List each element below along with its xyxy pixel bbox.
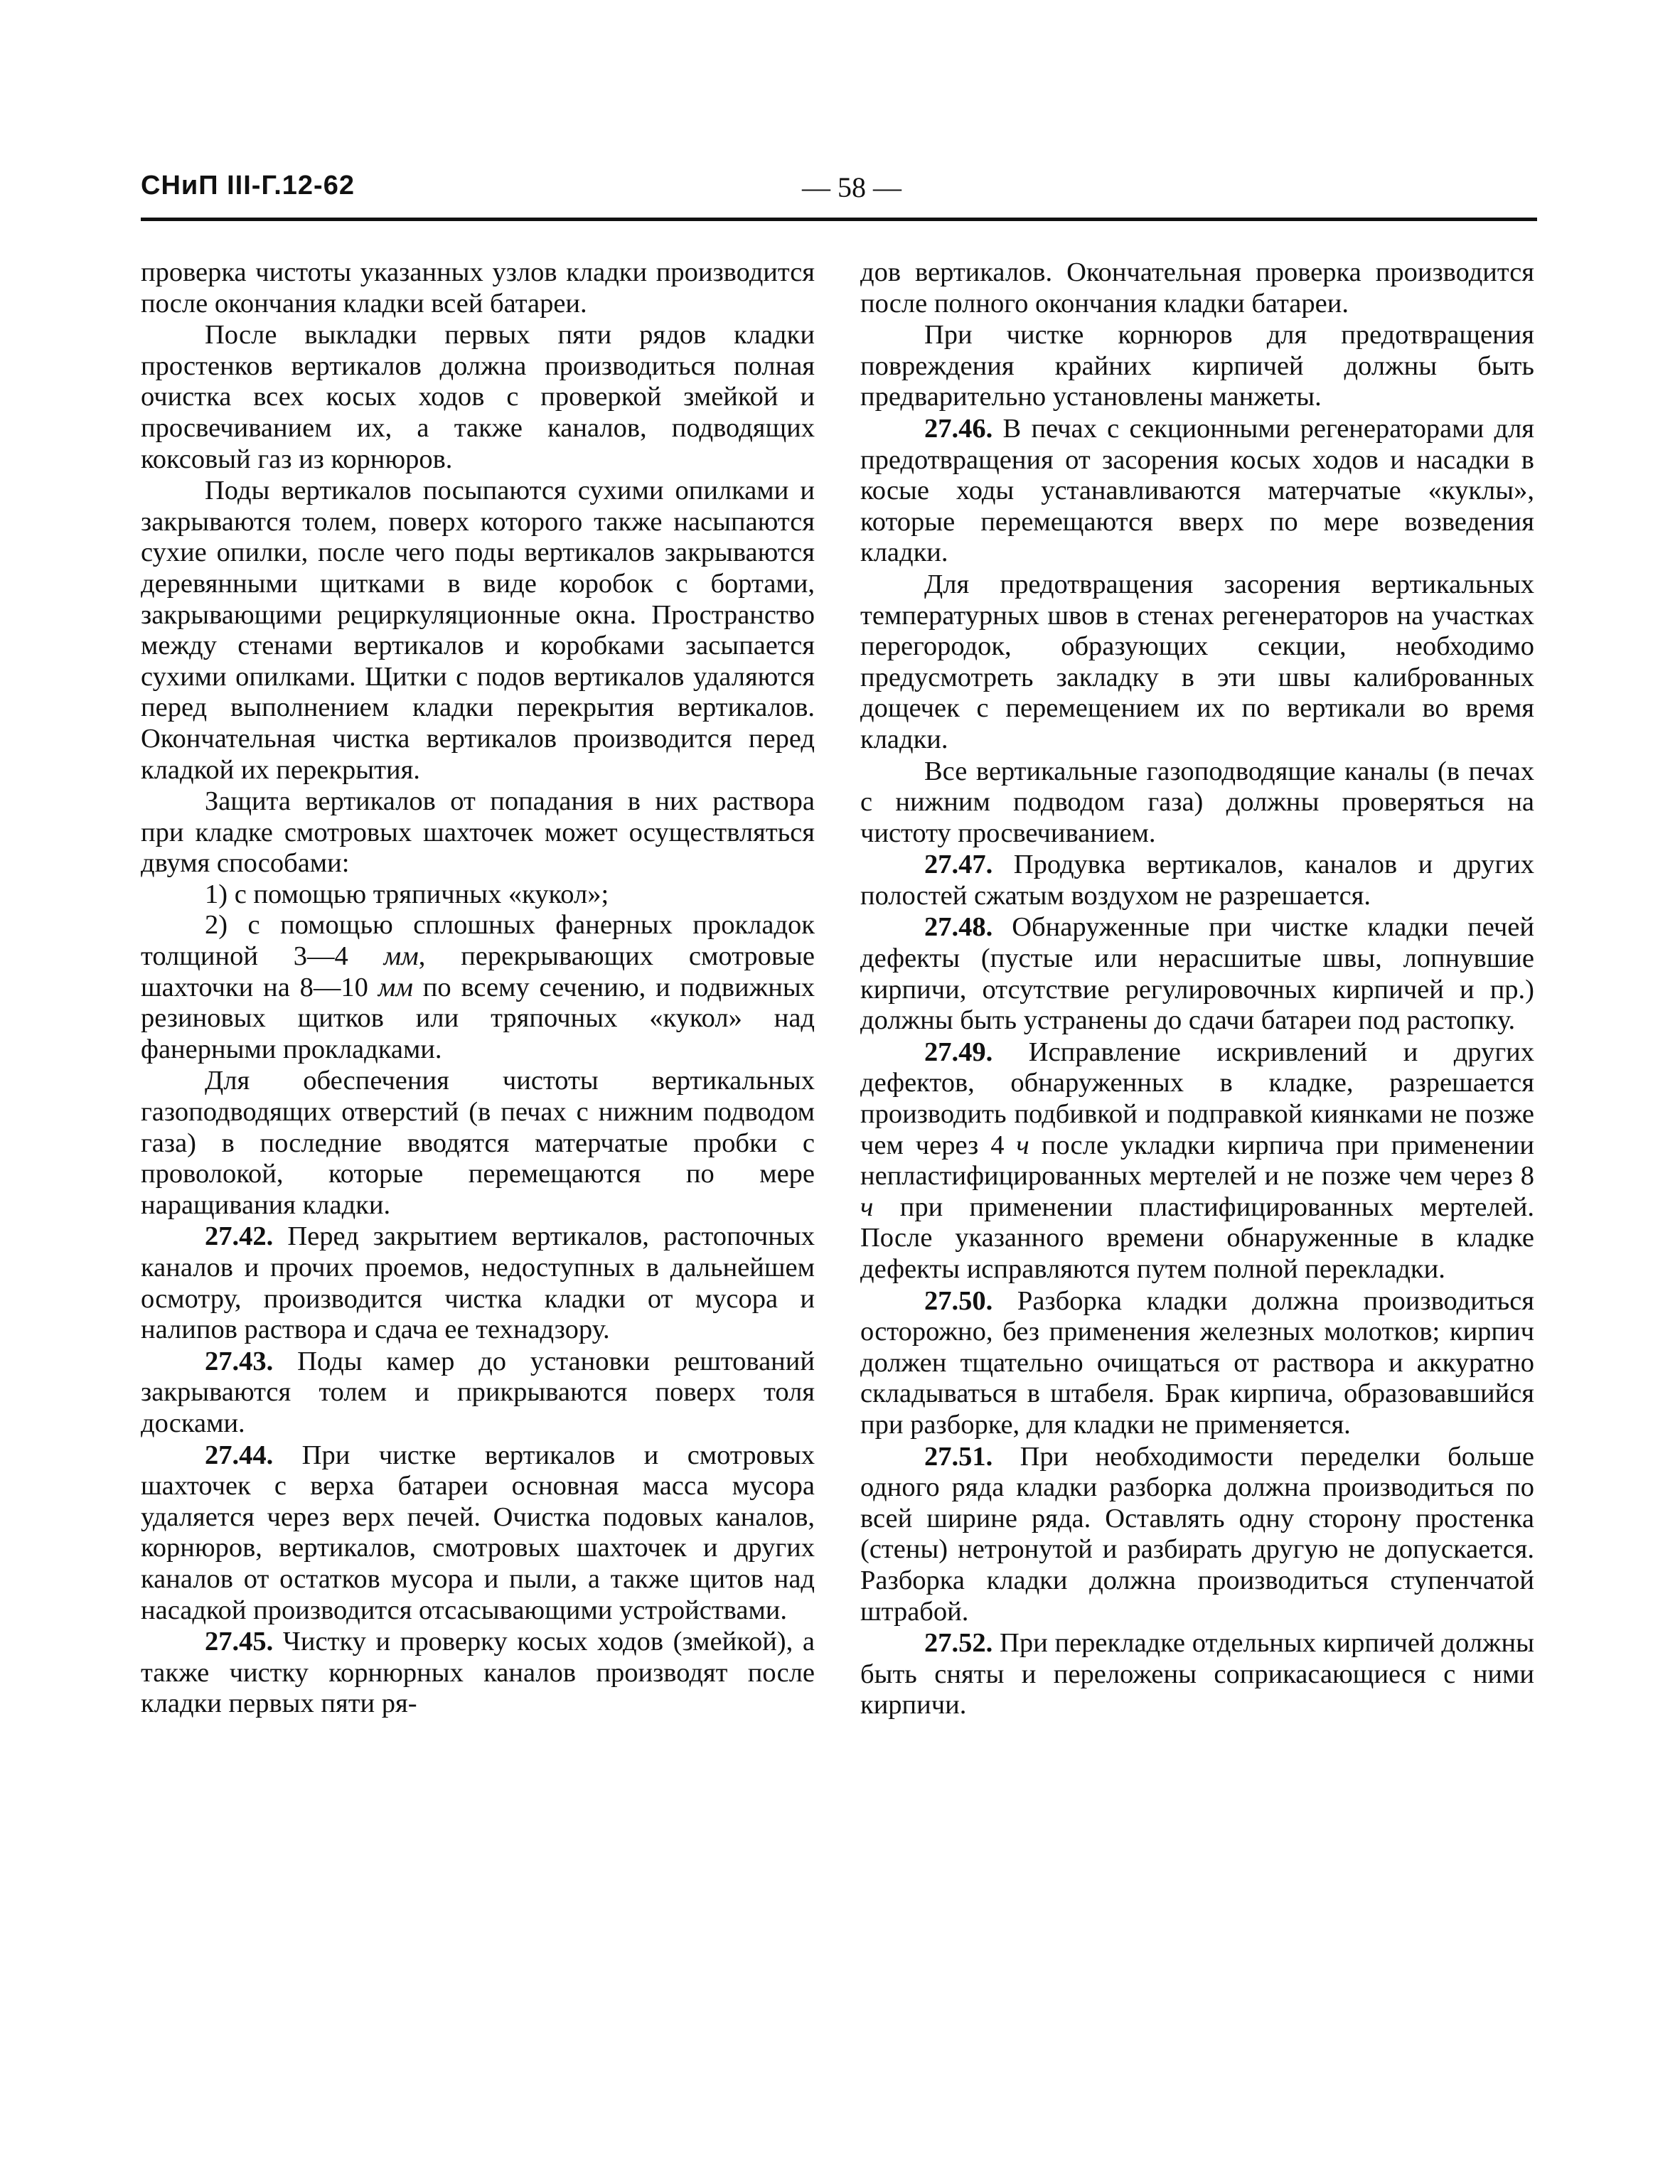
section-27-49 xyxy=(860,1037,1534,1285)
text: , перекрывающих смотровые шахточки на 8—10 xyxy=(141,941,815,1002)
section-text: Чистку и проверку косых ходов (змейкой), а также чистку корнюрных каналов производят после кладки первых пяти ря- xyxy=(141,1627,815,1719)
paragraph: Защита вертикалов от попадания в них раствора при кладке смотровых шахточек может осуществляться двумя способами: xyxy=(141,786,815,879)
paragraph: проверка чистоты указанных узлов кладки производится после окончания кладки всей батареи. xyxy=(141,257,815,318)
right-column xyxy=(860,257,1534,1722)
page-header xyxy=(141,171,1537,213)
section-text: Продувка вертикалов, каналов и других полостей сжатым воздухом не разрешается. xyxy=(860,850,1534,911)
list-item: 1) с помощью тряпичных «кукол»; xyxy=(205,879,609,909)
section-number: 27.49. xyxy=(924,1037,993,1067)
paragraph: Для предотвращения засорения вертикальных температурных швов в стенах регенераторов на участках перегородок, образующих секции, необходимо предусмотреть закладку в эти швы калиброванных дощечек с перемещением их по вертикали во время кладки. xyxy=(860,569,1534,754)
section-number: 27.42. xyxy=(205,1221,274,1252)
header-rule xyxy=(141,218,1537,221)
section-27-45 xyxy=(141,1627,815,1720)
unit: мм xyxy=(378,972,413,1002)
section-number: 27.44. xyxy=(205,1440,274,1470)
section-27-44 xyxy=(141,1440,815,1627)
section-27-50 xyxy=(860,1286,1534,1441)
list-item xyxy=(141,910,815,1065)
section-text: Обнаруженные при чистке кладки печей дефекты (пустые или нерасшитые швы, лопнувшие кирпичи, отсутствие регулировочных кирпичей и пр.) должны быть устранены до сдачи батареи под растопку. xyxy=(860,912,1534,1036)
text: Исправление искривлений и других дефектов, обнаруженных в кладке, разрешается производить подбивкой и подправкой киянками не позже чем через 4 xyxy=(860,1037,1534,1160)
text: при применении пластифицированных мертелей. После указанного времени обнаруженные в кладке дефекты исправляются путем полной перекладки. xyxy=(860,1192,1534,1284)
text: после укладки кирпича при применении непластифицированных мертелей и не позже чем через 8 xyxy=(860,1130,1534,1192)
page-number: — 58 — xyxy=(802,171,901,203)
section-27-52 xyxy=(860,1628,1534,1721)
section-number: 27.51. xyxy=(924,1441,993,1472)
paragraph: Поды вертикалов посыпаются сухими опилками и закрываются толем, поверх которого также насыпаются сухие опилки, после чего поды вертикалов закрываются деревянными щитками в виде коробок с бортами, закрывающими рециркуляционные окна. Пространство между стенами вертикалов и коробками засыпается сухими опилками. Щитки с подов вертикалов удаляются перед выполнением кладки перекрытия вертикалов. Окончательная чистка вертикалов производится перед кладкой их перекрытия. xyxy=(141,476,815,785)
section-text: Разборка кладки должна производиться осторожно, без применения железных молотков; кирпич должен тщательно очищаться от раствора и аккуратно складываться в штабеля. Брак кирпича, образовавшийся при разборке, для кладки не применяется. xyxy=(860,1285,1534,1440)
section-27-47 xyxy=(860,850,1534,911)
paragraph: Все вертикальные газоподводящие каналы (в печах с нижним подводом газа) должны проверяться на чистоту просвечиванием. xyxy=(860,756,1534,848)
section-number: 27.45. xyxy=(205,1627,274,1657)
section-text: При чистке вертикалов и смотровых шахточек с верха батареи основная масса мусора удаляется через верх печей. Очистка подовых каналов, корнюров, вертикалов, смотровых шахточек и других каналов от остатков мусора и пыли, а также щитов над насадкой производится отсасывающими устройствами. xyxy=(141,1440,815,1625)
section-number: 27.43. xyxy=(205,1346,274,1376)
unit: ч xyxy=(1016,1130,1029,1160)
document-code: СНиП III-Г.12-62 xyxy=(141,171,355,200)
section-number: 27.48. xyxy=(924,912,993,943)
left-column xyxy=(141,257,815,1720)
section-number: 27.50. xyxy=(924,1285,993,1316)
section-text: При необходимости переделки больше одного ряда кладки разборка должна производиться по всей ширине ряда. Оставлять одну сторону простенка (стены) нетронутой и разбирать другую не допускается. Разборка кладки должна производиться ступенчатой штрабой. xyxy=(860,1441,1534,1627)
text: 2) с помощью сплошных фанерных прокладок толщиной 3—4 xyxy=(141,910,815,972)
section-text: Поды камер до установки рештований закрываются толем и прикрываются поверх толя досками. xyxy=(141,1346,815,1438)
paragraph: При чистке корнюров для предотвращения повреждения крайних кирпичей должны быть предварительно установлены манжеты. xyxy=(860,320,1534,412)
section-text: При перекладке отдельных кирпичей должны быть сняты и переложены соприкасающиеся с ними кирпичи. xyxy=(860,1628,1534,1720)
text: по всему сечению, и подвижных резиновых щитков или тряпочных «кукол» над фанерными прокладками. xyxy=(141,972,815,1064)
paragraph: Для обеспечения чистоты вертикальных газоподводящих отверстий (в печах с нижним подводом газа) в последние вводятся матерчатые пробки с проволокой, которые перемещаются по мере наращивания кладки. xyxy=(141,1066,815,1220)
section-number: 27.47. xyxy=(924,850,993,880)
section-27-43 xyxy=(141,1347,815,1440)
section-27-46 xyxy=(860,414,1534,569)
section-text: Перед закрытием вертикалов, растопочных каналов и прочих проемов, недоступных в дальнейшем осмотру, производится чистка кладки от мусора и налипов раствора и сдача ее технадзору. xyxy=(141,1221,815,1345)
paragraph: После выкладки первых пяти рядов кладки простенков вертикалов должна производиться полная очистка всех косых ходов с проверкой змейкой и просвечиванием их, а также каналов, подводящих коксовый газ из корнюров. xyxy=(141,320,815,474)
section-27-48 xyxy=(860,912,1534,1036)
section-27-51 xyxy=(860,1442,1534,1628)
section-text: В печах с секционными регенераторами для предотвращения от засорения косых ходов и насадки в косые ходы устанавливаются матерчатые «куклы», которые перемещаются вверх по мере возведения кладки. xyxy=(860,413,1534,568)
paragraph: дов вертикалов. Окончательная проверка производится после полного окончания кладки батареи. xyxy=(860,257,1534,318)
section-number: 27.52. xyxy=(924,1628,993,1659)
unit: мм xyxy=(383,941,419,972)
section-number: 27.46. xyxy=(924,413,993,444)
section-27-42 xyxy=(141,1221,815,1345)
unit: ч xyxy=(860,1192,874,1222)
